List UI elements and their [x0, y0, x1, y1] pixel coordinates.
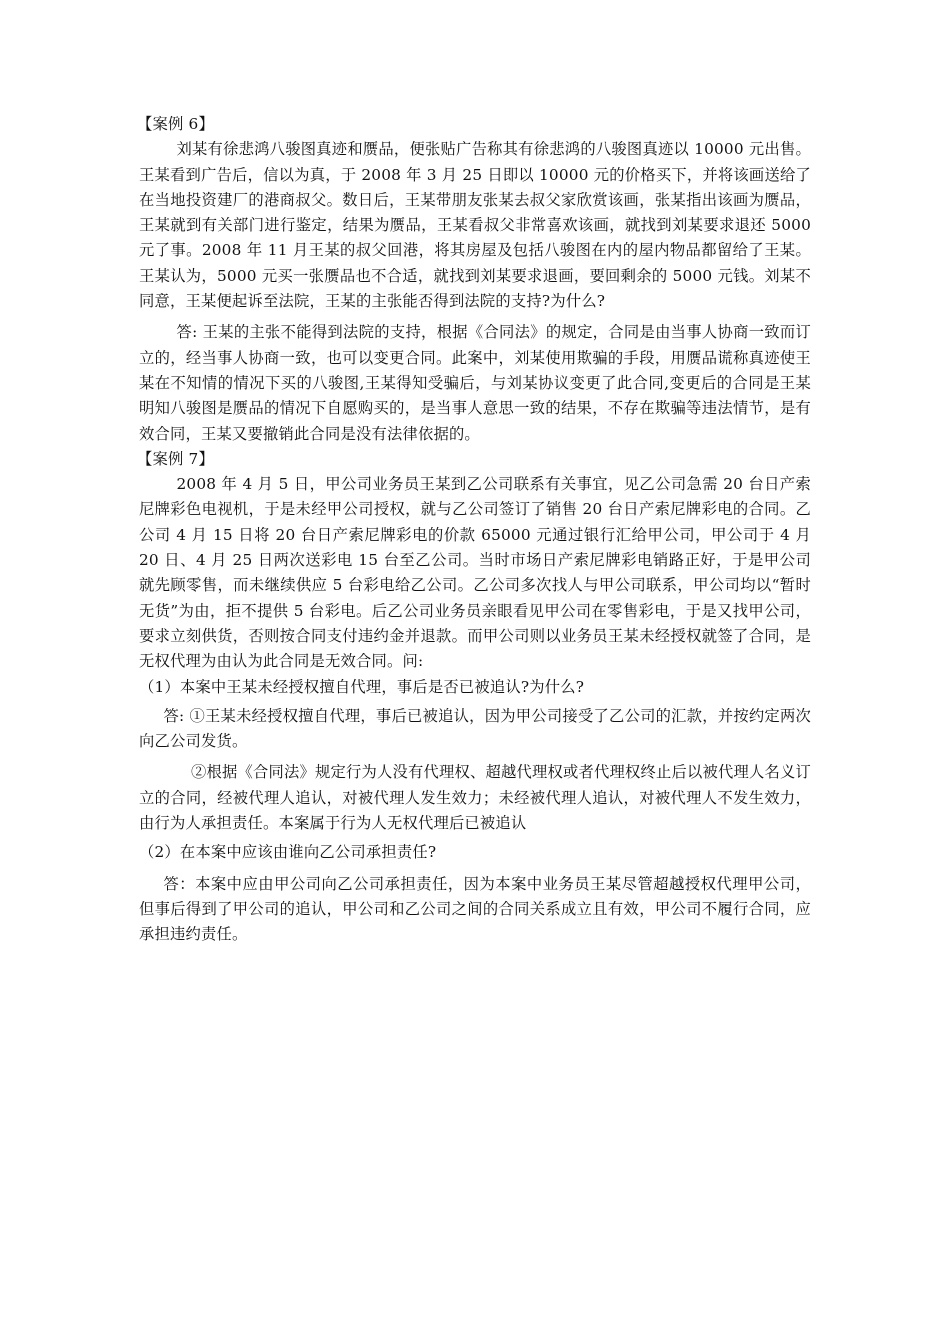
case6-title: 【案例 6】: [137, 115, 214, 133]
case6-answer: 答: 王某的主张不能得到法院的支持，根据《合同法》的规定，合同是由当事人协商一致而订立的，经当事人协商一致，也可以变更合同。此案中，刘某使用欺骗的手段，用赝品谎称真迹使王某在不知情的情况下买的八骏图,王某得知受骗后，与刘某协议变更了此合同,变更后的合同是王某明知八骏图是赝品的情况下自愿购买的，是当事人意思一致的结果，不存在欺骗等违法情节，是有效合同，王某又要撤销此合同是没有法律依据的。: [139, 323, 811, 443]
case7-question-1: （1）本案中王某未经授权擅自代理，事后是否已被追认?为什么?: [139, 677, 585, 696]
case7-title: 【案例 7】: [137, 449, 214, 468]
case7-question-2: （2）在本案中应该由谁向乙公司承担责任?: [139, 843, 437, 862]
document-page: [139, 112, 811, 948]
case7-answer-1a: 答: ①王某未经授权擅自代理，事后已被追认，因为甲公司接受了乙公司的汇款，并按约定两次向乙公司发货。: [139, 706, 811, 751]
case7-body: 2008 年 4 月 5 日，甲公司业务员王某到乙公司联系有关事宜，见乙公司急需 20 台日产索尼牌彩色电视机，于是未经甲公司授权，就与乙公司签订了销售 20 台日产索尼牌彩电的合同。乙公司 4 月 15 日将 20 台日产索尼牌彩电的价款 65000 元通过银行汇给甲公司，甲公司于 4 月 20 日、4 月 25 日两次送彩电 15 台至乙公司。当时市场日产索尼牌彩电销路正好，于是甲公司就先顾零售，而未继续供应 5 台彩电给乙公司。乙公司多次找人与甲公司联系，甲公司均以“暂时无货”为由，拒不提供 5 台彩电。后乙公司业务员亲眼看见甲公司在零售彩电，于是又找甲公司，要求立刻供货，否则按合同支付违约金并退款。而甲公司则以业务员王某未经授权就签了合同，是无权代理为由认为此合同是无效合同。问:: [139, 475, 811, 671]
case6-body: 刘某有徐悲鸿八骏图真迹和赝品，便张贴广告称其有徐悲鸿的八骏图真迹以 10000 元出售。王某看到广告后，信以为真，于 2008 年 3 月 25 日即以 10000 元的价格买下，并将该画送给了在当地投资建厂的港商叔父。数日后，王某带朋友张某去叔父家欣赏该画，张某指出该画为赝品，王某就到有关部门进行鉴定，结果为赝品，王某看叔父非常喜欢该画，就找到刘某要求退还 5000 元了事。2008 年 11 月王某的叔父回港，将其房屋及包括八骏图在内的屋内物品都留给了王某。王某认为，5000 元买一张赝品也不合适，就找到刘某要求退画，要回剩余的 5000 元钱。刘某不同意，王某便起诉至法院，王某的主张能否得到法院的支持?为什么?: [139, 140, 811, 311]
case7-answer-1b: ②根据《合同法》规定行为人没有代理权、超越代理权或者代理权终止后以被代理人名义订立的合同，经被代理人追认，对被代理人发生效力；未经被代理人追认，对被代理人不发生效力，由行为人承担责任。本案属于行为人无权代理后已被追认: [139, 763, 811, 833]
case7-answer-2: 答：本案中应由甲公司向乙公司承担责任，因为本案中业务员王某尽管超越授权代理甲公司，但事后得到了甲公司的追认，甲公司和乙公司之间的合同关系成立且有效，甲公司不履行合同，应承担违约责任。: [139, 874, 811, 944]
